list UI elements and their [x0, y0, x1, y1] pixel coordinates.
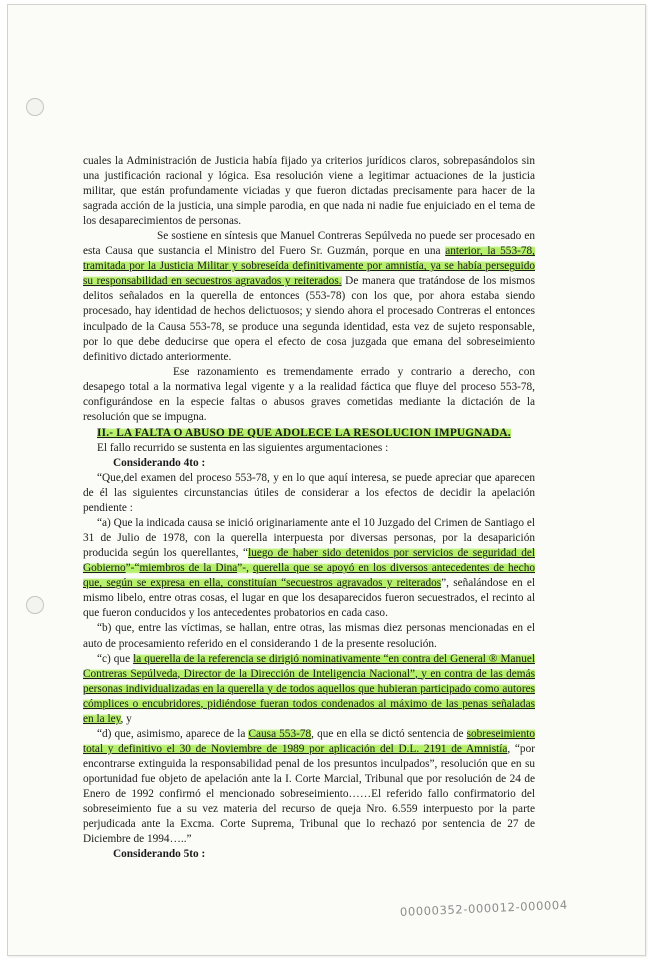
paragraph-intro: cuales la Administración de Justicia había fijado ya criterios jurídicos claros, sobrepasándolos sin una justificación racional y lógica. Esa resolución viene a legitimar actuaciones de la justicia militar, que están profundamente viciadas y que fueron dictadas precisamente para hacer de la sagrada acción de la justicia, una simple parodia, en que nada ni nadie fue enjuiciado en el tema de los desaparecimientos de personas.: [83, 155, 535, 228]
punch-hole-top: [26, 98, 44, 116]
paragraph-argumentation: El fallo recurrido se sustenta en las siguientes argumentaciones :: [97, 441, 389, 454]
highlighted-text: la querella de la referencia se dirigió nominativamente “en contra del General ® Manuel Contreras Sepúlveda, Director de la Dirección de Inteligencia Nacional”, y en contra de las demás personas individualizadas en la querella y de todos aquellos que hubieran participado como autores cómplices o encubridores, pidiéndose fueran todos condenados al máximo de las penas señaladas en la ley: [83, 652, 535, 725]
paragraph-quote-intro: “Que,del examen del proceso 553-78, y en lo que aquí interesa, se puede apreciar que aparecen de él las siguientes circunstancias útiles de considerar a los efectos de decidir la apelación pendiente :: [83, 471, 535, 515]
highlighted-text: anterior, la 553-78, tramitada por la Justicia Militar y sobreseída definitivamente por amnistía, ya se había perseguido su responsabilidad en secuestros agravados y reiterados.: [83, 245, 535, 288]
document-body: [83, 154, 535, 862]
handwritten-folio-number: 00000352-000012-000004: [399, 897, 568, 919]
punch-hole-bottom: [26, 596, 44, 614]
paragraph-item-d: “d) que, asimismo, aparece de la Causa 553-78, que en ella se dictó sentencia de sobreseimiento total y definitivo el 30 de Noviembre de 1989 por aplicación del D.L. 2191 de Amnistía, “por encontrarse extinguida la responsabilidad penal de los presuntos inculpados”, resolución que en su oportunidad fue objeto de apelación ante la I. Corte Marcial, Tribunal que por resolución de 24 de Enero de 1992 confirmó el mencionado sobreseimiento……El referido fallo confirmatorio del sobreseimiento fue a su vez materia del recurso de queja Nro. 6.559 interpuesto por la parte perjudicada ante la Excma. Corte Suprema, Tribunal que lo rechazó por sentencia de 27 de Diciembre de 1994…..”: [83, 727, 536, 846]
highlighted-text: sobreseimiento total y definitivo el 30 de Noviembre de 1989 por aplicación del D.L. 2191 de Amnistía: [83, 727, 536, 755]
highlighted-text: luego de haber sido detenidos por servicios de seguridad del Gobierno: [83, 547, 535, 575]
section-heading: II.- LA FALTA O ABUSO DE QUE ADOLECE LA RESOLUCION IMPUGNADA.: [97, 426, 511, 439]
paragraph-item-c: “c) que la querella de la referencia se dirigió nominativamente “en contra del General ® Manuel Contreras Sepúlveda, Director de la Dirección de Inteligencia Nacional”, y en contra de las demás personas individualizadas en la querella y de todos aquellos que hubieran participado como autores cómplices o encubridores, pidiéndose fueran todos condenados al máximo de las penas señaladas en la ley, y: [83, 652, 535, 725]
highlighted-text: miembros de la Dina: [139, 562, 238, 575]
paragraph-reasoning: Ese razonamiento es tremendamente errado y contrario a derecho, con desapego total a la normativa legal vigente y a la realidad fáctica que fluye del proceso 553-78, configurándose en la especie faltas o abusos graves cometidas mediante la dictación de la resolución que se impugna.: [83, 365, 535, 423]
paragraph-item-b: “b) que, entre las víctimas, se hallan, entre otras, las mismas diez personas mencionadas en el auto de procesamiento referido en el considerando 1 de la presente resolución.: [83, 622, 535, 650]
paragraph-item-a: “a) Que la indicada causa se inició originariamente ante el 10 Juzgado del Crimen de Santiago el 31 de Julio de 1978, con la querella interpuesta por diversas personas, por la desaparición producida según los querellantes, “luego de haber sido detenidos por servicios de seguridad del Gobierno”-“miembros de la Dina”-, querella que se apoyó en los diversos antecedentes de hecho que, según se expresa en ella, constituían “secuestros agravados y reiterados”, señalándose en el mismo libelo, entre otras cosas, el lugar en que los desaparecidos fueron secuestrados, el recinto al que fueron conducidos y los antecedentes probatorios en cada caso.: [83, 517, 535, 620]
highlighted-text: Causa 553-78: [248, 727, 312, 740]
considering-5th-heading: Considerando 5to :: [113, 848, 206, 861]
considering-4th-heading: Considerando 4to :: [113, 456, 206, 469]
highlighted-text: querella que se apoyó en los diversos antecedentes de hecho que, según se expresa en ella, constituían “secuestros agravados y reiterados: [83, 562, 535, 590]
paragraph-synthesis: Se sostiene en síntesis que Manuel Contreras Sepúlveda no puede ser procesado en esta Causa que sustancia el Ministro del Fuero Sr. Guzmán, porque en una anterior, la 553-78, tramitada por la Justicia Militar y sobreseída definitivamente por amnistía, ya se había perseguido su responsabilidad en secuestros agravados y reiterados. De manera que tratándose de los mismos delitos señalados en la querella de entonces (553-78) con los que, por ahora estaba siendo procesado, hay identidad de hechos delictuosos; y siendo ahora el procesado Contreras el entonces inculpado de la Causa 553-78, se produce una segunda identidad, esta vez de sujeto responsable, por lo que debe deducirse que opera el efecto de cosa juzgada que emana del sobreseimiento definitivo dictado anteriormente.: [83, 230, 535, 363]
